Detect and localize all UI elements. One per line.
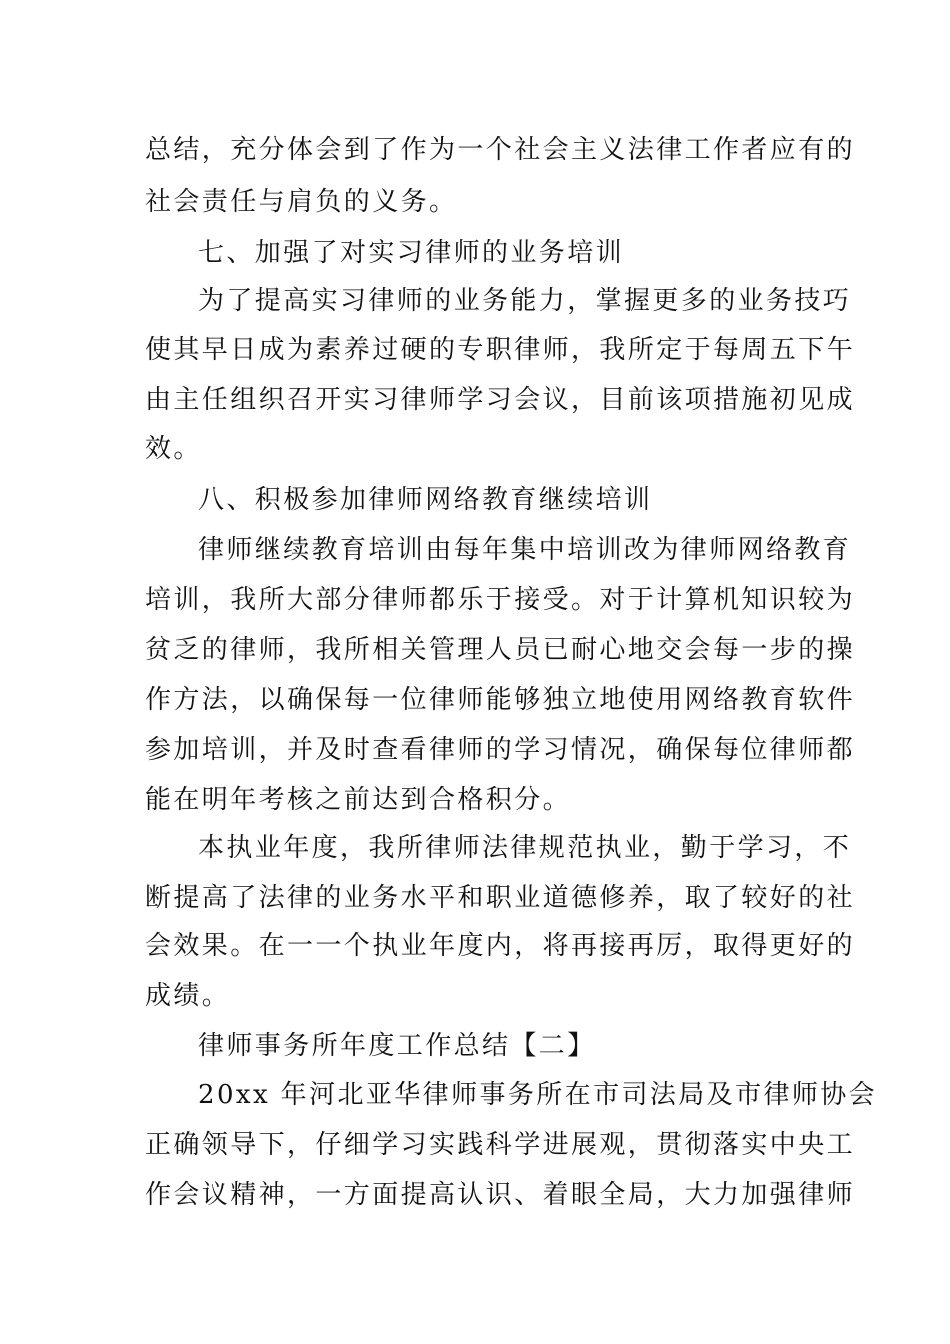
text-line: 作方法，以确保每一位律师能够独立地使用网络教育软件 — [145, 685, 856, 715]
text-line: 为了提高实习律师的业务能力，掌握更多的业务技巧 — [198, 286, 852, 316]
text-line: 由主任组织召开实习律师学习会议，目前该项措施初见成 — [145, 385, 856, 415]
text-line: 20xx 年河北亚华律师事务所在市司法局及市律师协会 — [198, 1080, 878, 1110]
section-heading: 律师事务所年度工作总结【二】 — [198, 1031, 596, 1061]
text-line: 会效果。在一一个执业年度内，将再接再厉，取得更好的 — [145, 931, 856, 961]
text-line: 参加培训，并及时查看律师的学习情况，确保每位律师都 — [145, 735, 856, 765]
text-line: 本执业年度，我所律师法律规范执业，勤于学习，不 — [198, 833, 852, 863]
text-line: 贫乏的律师，我所相关管理人员已耐心地交会每一步的操 — [145, 635, 856, 665]
text-line: 律师继续教育培训由每年集中培训改为律师网络教育 — [198, 535, 852, 565]
section-heading: 七、加强了对实习律师的业务培训 — [198, 238, 625, 268]
text-line: 培训，我所大部分律师都乐于接受。对于计算机知识较为 — [145, 585, 856, 615]
text-line: 成绩。 — [145, 981, 231, 1011]
text-line: 断提高了法律的业务水平和职业道德修养，取了较好的社 — [145, 883, 856, 913]
section-heading: 八、积极参加律师网络教育继续培训 — [198, 485, 653, 515]
text-line: 总结，充分体会到了作为一个社会主义法律工作者应有的 — [145, 135, 856, 165]
text-line: 效。 — [145, 434, 202, 464]
text-line: 能在明年考核之前达到合格积分。 — [145, 785, 572, 815]
text-line: 使其早日成为素养过硬的专职律师，我所定于每周五下午 — [145, 335, 856, 365]
text-line: 作会议精神，一方面提高认识、着眼全局，大力加强律师 — [145, 1180, 856, 1210]
text-line: 社会责任与肩负的义务。 — [145, 187, 458, 217]
text-line: 正确领导下，仔细学习实践科学进展观，贯彻落实中央工 — [145, 1130, 856, 1160]
